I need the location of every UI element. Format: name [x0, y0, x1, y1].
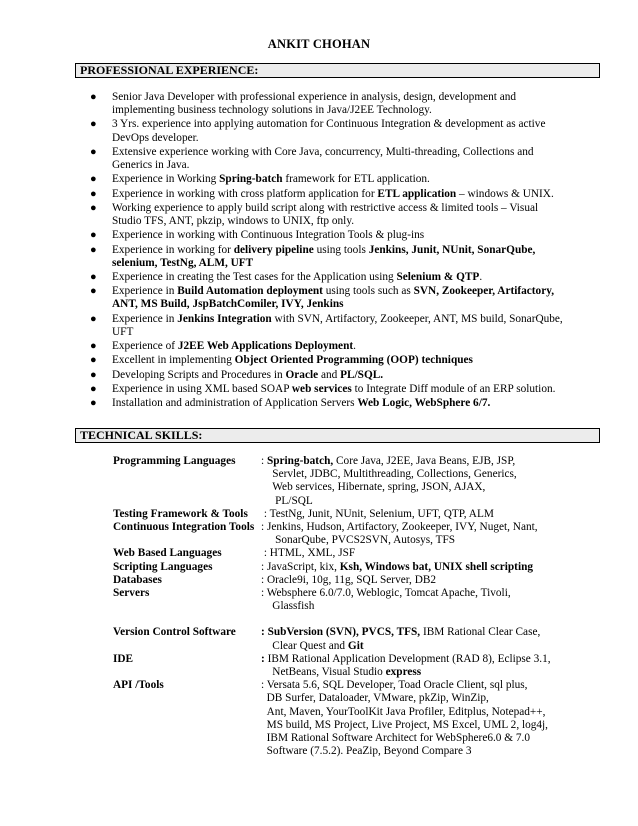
skill-category-label: API /Tools [113, 679, 164, 692]
text-segment: Experience in creating the Test cases for the Application using [112, 271, 397, 284]
skill-row [113, 587, 593, 613]
experience-item [90, 285, 570, 311]
text-segment: with SVN, Artifactory, Zookeeper, ANT, MS build, SonarQube, UFT [112, 312, 563, 338]
text-segment: Jenkins, Junit, NUnit, SonarQube, selenium, TestNg, ALM, UFT [112, 243, 536, 269]
experience-item [90, 173, 570, 186]
text-segment: – windows & UNIX. [456, 187, 554, 200]
skill-values [261, 574, 593, 587]
text-segment: Experience in Working [112, 173, 220, 186]
text-segment: : [261, 455, 267, 467]
skill-category-label: Databases [113, 573, 162, 586]
skill-row [113, 574, 593, 587]
skill-values [261, 626, 593, 652]
text-segment: : SubVersion (SVN), PVCS, TFS, [261, 626, 421, 639]
text-segment: to Integrate Diff module of an ERP solution. [351, 382, 556, 395]
skill-value-line [261, 574, 593, 587]
text-segment: . [353, 340, 356, 353]
skill-value-line [261, 666, 593, 679]
skill-values [261, 521, 593, 547]
text-segment: Build Automation deployment [177, 285, 323, 298]
skill-value-line [261, 719, 593, 732]
bullet-icon: ● [90, 340, 97, 353]
skill-value-line [261, 706, 593, 719]
text-segment: Spring-batch, [266, 455, 334, 467]
text-segment: Experience in using XML based SOAP [112, 382, 292, 395]
text-segment: IBM Rational Software Architect for WebSphere6.0 & 7.0 [261, 732, 531, 745]
bullet-icon: ● [90, 173, 97, 186]
text-segment: express [385, 666, 422, 679]
text-segment: ETL application [377, 187, 457, 200]
text-segment: web services [291, 382, 352, 395]
skill-value-line [261, 495, 593, 508]
candidate-name: ANKIT CHOHAN [267, 37, 371, 51]
skill-value-line [261, 521, 593, 534]
text-segment: Software (7.5.2). PeaZip, Beyond Compare 3 [261, 745, 472, 758]
text-segment: Experience of [112, 340, 178, 353]
text-segment: Experience in [112, 285, 178, 298]
experience-item [90, 146, 570, 172]
skill-value-line [261, 692, 593, 705]
experience-item [90, 369, 570, 382]
skill-value-line [261, 508, 593, 521]
text-segment: Glassfish [261, 600, 315, 613]
text-segment: Selenium & QTP [396, 271, 480, 284]
skill-row [113, 561, 593, 574]
skill-row [113, 679, 593, 758]
skill-value-line [261, 679, 593, 692]
skill-values [261, 508, 593, 521]
text-segment: : Oracle9i, 10g, 11g, SQL Server, DB2 [261, 573, 437, 586]
skill-row [113, 653, 593, 679]
skill-value-line [261, 455, 593, 468]
text-segment: Jenkins Integration [177, 312, 272, 325]
skill-row [113, 455, 593, 508]
experience-item [90, 244, 570, 270]
text-segment: Oracle [285, 368, 319, 381]
text-segment: Extensive experience working with Core Java, concurrency, Multi-threading, Collections and Generics in Java. [112, 145, 534, 172]
experience-item [90, 354, 570, 367]
text-segment: Servlet, JDBC, Multithreading, Collections, Generics, [261, 468, 517, 481]
bullet-icon: ● [90, 382, 97, 395]
text-segment: Spring-batch [219, 173, 283, 186]
text-segment: using tools such as [322, 285, 414, 298]
skill-value-line [261, 587, 593, 600]
section-header-technical-skills: TECHNICAL SKILLS: [75, 428, 600, 443]
experience-item [90, 313, 570, 339]
text-segment: Experience in working with Continuous Integration Tools & plug-ins [112, 229, 425, 242]
bullet-icon: ● [90, 368, 97, 381]
bullet-icon: ● [90, 354, 97, 367]
experience-list [90, 91, 570, 411]
text-segment: Experience in working for [112, 243, 234, 256]
experience-item [90, 202, 570, 228]
skill-row [113, 521, 593, 547]
text-segment: Object Oriented Programming (OOP) techniques [234, 354, 473, 367]
skill-value-line [261, 600, 593, 613]
text-segment: Web services, Hibernate, spring, JSON, AJAX, [261, 481, 486, 494]
text-segment: and [318, 368, 341, 381]
spacer [113, 613, 593, 626]
bullet-icon: ● [90, 118, 97, 131]
skill-values [261, 455, 593, 508]
text-segment: Excellent in implementing [112, 354, 235, 367]
bullet-icon: ● [90, 285, 97, 298]
text-segment: PL/SQL. [340, 368, 384, 381]
text-segment: Core Java, J2EE, Java Beans, EJB, JSP, [333, 455, 516, 467]
skill-row [113, 508, 593, 521]
text-segment: Installation and administration of Application Servers [112, 397, 358, 410]
experience-item [90, 340, 570, 353]
text-segment: . [479, 271, 483, 284]
text-segment: PL/SQL [261, 494, 313, 507]
text-segment: IBM Rational Application Development (RAD 8), Eclipse 3.1, [267, 652, 551, 665]
text-segment: using tools [313, 243, 369, 256]
experience-item [90, 397, 570, 410]
skill-row [113, 626, 593, 652]
skill-value-line [261, 481, 593, 494]
bullet-icon: ● [90, 145, 97, 158]
skill-category-label: Continuous Integration Tools [113, 521, 255, 534]
skill-values [261, 547, 593, 560]
text-segment: Senior Java Developer with professional experience in analysis, design, development and implementing business technology solutions in Java/J2EE Technology. [112, 91, 517, 117]
text-segment: SonarQube, PVCS2SVN, Autosys, TFS [261, 534, 456, 547]
text-segment: : HTML, XML, JSF [261, 547, 356, 560]
skill-values [261, 561, 593, 574]
text-segment: Web Logic, WebSphere 6/7. [357, 397, 491, 410]
text-segment: Git [347, 639, 364, 652]
text-segment: Ant, Maven, YourToolKit Java Profiler, Editplus, Notepad++, [261, 705, 546, 718]
text-segment: Working experience to apply build script along with restrictive access & limited tools – Visual Studio TFS, ANT, pkzip, windows to UNIX, ftp only. [112, 201, 539, 228]
bullet-icon: ● [90, 91, 97, 103]
text-segment: Developing Scripts and Procedures in [112, 368, 286, 381]
experience-item [90, 188, 570, 201]
text-segment: DB Surfer, Dataloader, VMware, pkZip, WinZip, [261, 692, 489, 705]
skill-category-label: Servers [113, 587, 150, 600]
text-segment: : [261, 652, 268, 665]
text-segment: MS build, MS Project, Live Project, MS Excel, UML 2, log4j, [261, 718, 549, 731]
text-segment: Experience in working with cross platform application for [112, 187, 378, 200]
skill-value-line [261, 745, 593, 758]
bullet-icon: ● [90, 243, 97, 256]
experience-item [90, 271, 570, 284]
text-segment: delivery pipeline [233, 243, 314, 256]
text-segment: NetBeans, Visual Studio [261, 666, 386, 679]
skill-values [261, 679, 593, 758]
text-segment: Ksh, Windows bat, UNIX shell scripting [339, 560, 534, 573]
text-segment: : JavaScript, kix, [261, 560, 340, 573]
text-segment: J2EE Web Applications Deployment [177, 340, 354, 353]
experience-item [90, 229, 570, 242]
text-segment: : Jenkins, Hudson, Artifactory, Zookeeper, IVY, Nuget, Nant, [261, 521, 538, 534]
section-header-experience: PROFESSIONAL EXPERIENCE: [75, 63, 600, 78]
bullet-icon: ● [90, 397, 97, 410]
text-segment: SVN, Zookeeper, Artifactory, ANT, MS Build, JspBatchComiler, IVY, Jenkins [112, 285, 555, 311]
experience-item [90, 118, 570, 144]
skill-value-line [261, 468, 593, 481]
skill-value-line [261, 547, 593, 560]
experience-item [90, 383, 570, 396]
text-segment: 3 Yrs. experience into applying automation for Continuous Integration & development as active DevOps developer. [112, 118, 546, 144]
text-segment: : Websphere 6.0/7.0, Weblogic, Tomcat Apache, Tivoli, [261, 587, 511, 600]
text-segment: IBM Rational Clear Case, [420, 626, 541, 639]
text-segment: TestNg, Junit, NUnit, Selenium, UFT, QTP, ALM [269, 507, 494, 520]
text-segment: Experience in [112, 312, 178, 325]
experience-item [90, 91, 570, 117]
bullet-icon: ● [90, 187, 97, 200]
skill-value-line [261, 626, 593, 639]
skill-values [261, 587, 593, 613]
bullet-icon: ● [90, 201, 97, 214]
bullet-icon: ● [90, 229, 97, 242]
skill-category-label: Scripting Languages [113, 560, 213, 573]
skill-category-label: Version Control Software [113, 626, 236, 639]
skill-category-label: Web Based Languages [113, 547, 222, 560]
text-segment: framework for ETL application. [282, 173, 430, 186]
skill-row [113, 547, 593, 560]
skill-value-line [261, 732, 593, 745]
skill-category-label: Testing Framework & Tools [113, 507, 248, 520]
skill-values [261, 653, 593, 679]
text-segment: Clear Quest and [261, 639, 348, 652]
text-segment: : Versata 5.6, SQL Developer, Toad Oracle Client, sql plus, [261, 679, 528, 692]
skill-value-line [261, 561, 593, 574]
skill-value-line [261, 653, 593, 666]
bullet-icon: ● [90, 312, 97, 325]
skill-value-line [261, 640, 593, 653]
text-segment: : [261, 507, 270, 520]
technical-skills-table [113, 455, 593, 758]
skill-category-label: Programming Languages [113, 455, 236, 467]
skill-category-label: IDE [113, 652, 134, 665]
bullet-icon: ● [90, 271, 97, 284]
skill-value-line [261, 534, 593, 547]
